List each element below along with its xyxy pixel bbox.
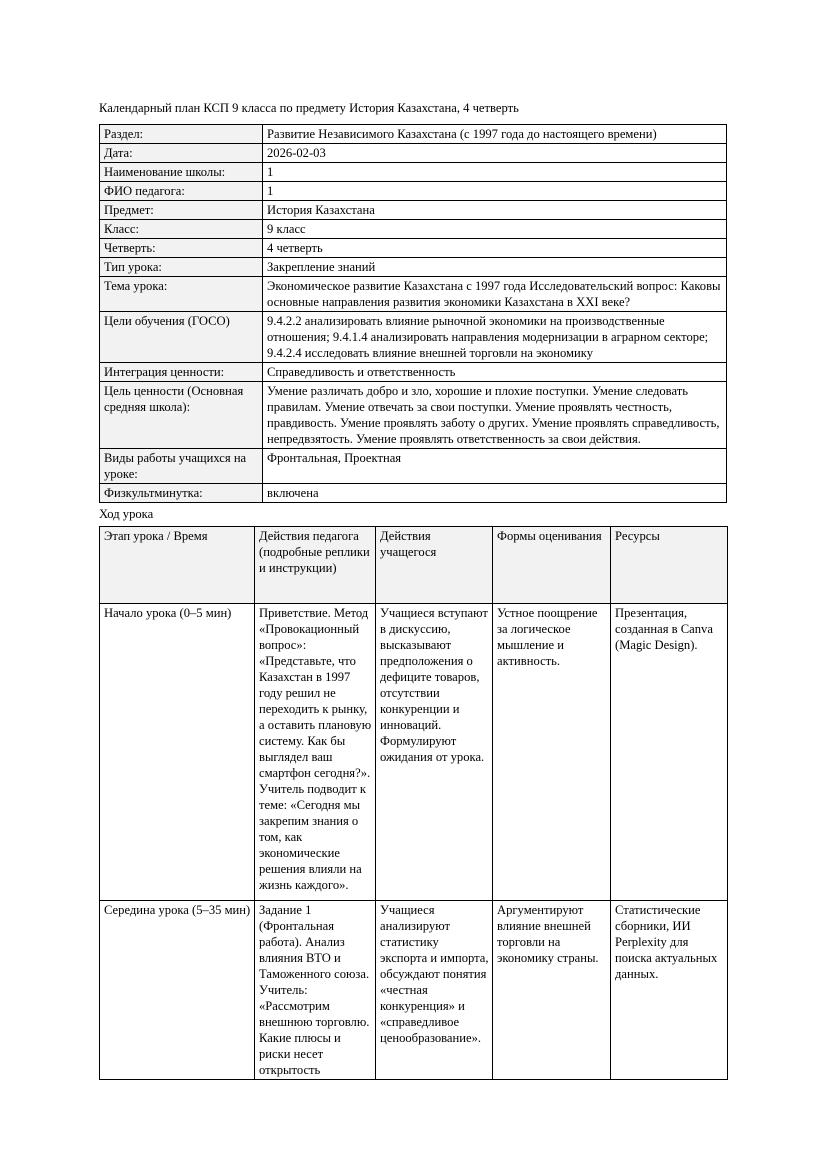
info-label-class: Класс: — [100, 220, 263, 239]
info-value-value-goal: Умение различать добро и зло, хорошие и плохие поступки. Умение следовать правилам. Умение отвечать за свои поступки. Умение проявлять честность, правдивость. Умение проявлять заботу о других. Умение проявлять справедливость, непредвзятость. Умение проявлять ответственность за свои действия. — [263, 382, 727, 449]
flow-cell-assessment: Устное поощрение за логическое мышление и активность. — [493, 604, 611, 901]
info-value-lesson-type: Закрепление знаний — [263, 258, 727, 277]
flow-cell-stage: Начало урока (0–5 мин) — [100, 604, 255, 901]
flow-cell-student: Учащиеся анализируют статистику экспорта и импорта, обсуждают понятия «честная конкуренция» и «справедливое ценообразование». — [376, 901, 493, 1080]
info-label-data: Дата: — [100, 144, 263, 163]
info-label-physical-minute: Физкультминутка: — [100, 484, 263, 503]
info-label-value-integration: Интеграция ценности: — [100, 363, 263, 382]
table-row — [100, 312, 727, 363]
info-label-teacher: ФИО педагога: — [100, 182, 263, 201]
info-value-objectives: 9.4.2.2 анализировать влияние рыночной экономики на производственные отношения; 9.4.1.4 анализировать направления модернизации в аграрном секторе; 9.4.2.4 исследовать влияние внешней торговли на экономику — [263, 312, 727, 363]
flow-cell-teacher: Приветствие. Метод «Провокационный вопрос»: «Представьте, что Казахстан в 1997 году решил не переходить к рынку, а оставить плановую систему. Как бы выглядел ваш смартфон сегодня?». Учитель подводит к теме: «Сегодня мы закрепим знания о том, как экономические решения влияли на жизнь каждого». — [255, 604, 376, 901]
table-row — [100, 239, 727, 258]
document-title: Календарный план КСП 9 класса по предмету История Казахстана, 4 четверть — [99, 101, 519, 115]
table-row — [100, 125, 727, 144]
info-label-quarter: Четверть: — [100, 239, 263, 258]
flow-cell-stage: Середина урока (5–35 мин) — [100, 901, 255, 1080]
info-label-razdel: Раздел: — [100, 125, 263, 144]
flow-header-teacher-actions: Действия педагога (подробные реплики и инструкции) — [255, 527, 376, 604]
table-row — [100, 604, 728, 901]
flow-cell-resources: Презентация, созданная в Canva (Magic Design). — [611, 604, 728, 901]
table-row — [100, 382, 727, 449]
info-label-work-types: Виды работы учащихся на уроке: — [100, 449, 263, 484]
info-label-school: Наименование школы: — [100, 163, 263, 182]
info-value-work-types: Фронтальная, Проектная — [263, 449, 727, 484]
lesson-flow-table — [99, 526, 728, 1080]
info-value-topic: Экономическое развитие Казахстана с 1997 года Исследовательский вопрос: Каковы основные направления развития экономики Казахстана в XXI веке? — [263, 277, 727, 312]
info-value-value-integration: Справедливость и ответственность — [263, 363, 727, 382]
table-row — [100, 277, 727, 312]
lesson-flow-caption: Ход урока — [99, 507, 154, 521]
flow-cell-student: Учащиеся вступают в дискуссию, высказывают предположения о дефиците товаров, отсутствии конкуренции и инноваций. Формулируют ожидания от урока. — [376, 604, 493, 901]
table-row — [100, 901, 728, 1080]
lesson-info-table — [99, 124, 727, 503]
flow-cell-resources: Статистические сборники, ИИ Perplexity для поиска актуальных данных. — [611, 901, 728, 1080]
info-value-school: 1 — [263, 163, 727, 182]
table-row — [100, 484, 727, 503]
table-row — [100, 163, 727, 182]
info-value-class: 9 класс — [263, 220, 727, 239]
info-value-quarter: 4 четверть — [263, 239, 727, 258]
table-row — [100, 258, 727, 277]
flow-header-stage: Этап урока / Время — [100, 527, 255, 604]
document-content — [99, 100, 727, 1080]
info-value-teacher: 1 — [263, 182, 727, 201]
table-row — [100, 144, 727, 163]
flow-cell-assessment: Аргументируют влияние внешней торговли на экономику страны. — [493, 901, 611, 1080]
info-label-lesson-type: Тип урока: — [100, 258, 263, 277]
info-label-value-goal: Цель ценности (Основная средняя школа): — [100, 382, 263, 449]
flow-cell-teacher: Задание 1 (Фронтальная работа). Анализ влияния ВТО и Таможенного союза. Учитель: «Рассмотрим внешнюю торговлю. Какие плюсы и риски несет открытость — [255, 901, 376, 1080]
flow-header-student-actions: Действия учащегося — [376, 527, 493, 604]
info-value-subject: История Казахстана — [263, 201, 727, 220]
info-label-subject: Предмет: — [100, 201, 263, 220]
info-label-objectives: Цели обучения (ГОСО) — [100, 312, 263, 363]
table-row — [100, 220, 727, 239]
table-row — [100, 363, 727, 382]
table-row — [100, 201, 727, 220]
table-row — [100, 182, 727, 201]
info-value-data: 2026-02-03 — [263, 144, 727, 163]
table-row — [100, 449, 727, 484]
info-value-razdel: Развитие Независимого Казахстана (с 1997 года до настоящего времени) — [263, 125, 727, 144]
info-value-physical-minute: включена — [263, 484, 727, 503]
flow-header-resources: Ресурсы — [611, 527, 728, 604]
info-label-topic: Тема урока: — [100, 277, 263, 312]
table-header-row — [100, 527, 728, 604]
flow-header-assessment: Формы оценивания — [493, 527, 611, 604]
